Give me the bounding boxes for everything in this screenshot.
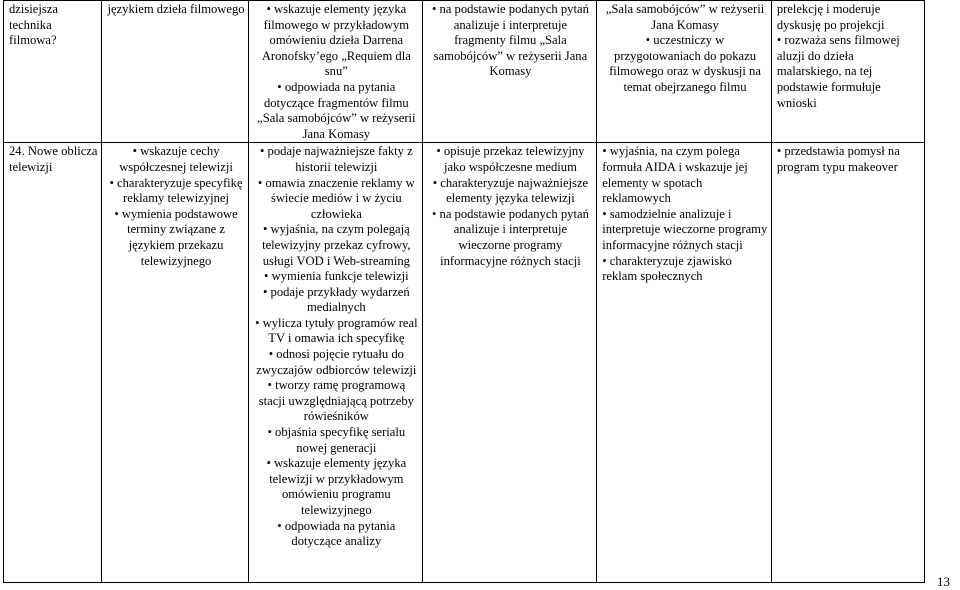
- requirement-item: • charakteryzuje zjawisko reklam społecznych: [602, 253, 732, 284]
- requirement-item: • wymienia funkcje telewizji: [264, 269, 409, 284]
- requirement-item: • podaje najważniejsze fakty z historii telewizji: [260, 144, 413, 174]
- requirement-item: • wylicza tytuły programów real TV i omawia ich specyfikę: [255, 315, 418, 346]
- page-number: 13: [937, 574, 950, 589]
- requirement-cell: [249, 1, 423, 143]
- requirement-cell: [102, 143, 249, 583]
- requirement-item: • uczestniczy w przygotowaniach do pokazu filmowego oraz w dyskusji na temat obejrzanego filmu: [609, 33, 761, 94]
- requirement-item: • charakteryzuje specyfikę reklamy telewizyjnej: [109, 175, 243, 206]
- requirement-item: prelekcję i moderuje dyskusję po projekcji: [776, 2, 885, 32]
- topic-line: telewizji: [9, 159, 53, 174]
- requirement-item: • wymienia podstawowe terminy związane z językiem przekazu telewizyjnego: [114, 206, 238, 268]
- requirement-item: • przedstawia pomysł na program typu makeover: [776, 144, 900, 174]
- requirement-item: • rozważa sens filmowej aluzji do dzieła malarskiego, na tej podstawie formułuje wnioski: [776, 33, 900, 110]
- requirement-item: • odnosi pojęcie rytuału do zwyczajów odbiorców telewizji: [256, 347, 417, 377]
- requirement-item: językiem dzieła filmowego: [107, 2, 245, 16]
- requirement-cell: [249, 143, 423, 583]
- syllabus-table: [3, 0, 925, 583]
- requirement-item: • tworzy ramę programową stacji uwzględniającą potrzeby rówieśników: [258, 378, 414, 424]
- requirement-item: • podaje przykłady wydarzeń medialnych: [262, 284, 410, 315]
- requirement-item: • wskazuje elementy języka telewizji w przykładowym omówieniu programu telewizyjnego: [266, 456, 407, 517]
- requirement-item: • samodzielnie analizuje i interpretuje wieczorne programy informacyjne różnych stacji: [602, 206, 768, 252]
- requirement-item: • na podstawie podanych pytań analizuje i interpretuje wieczorne programy informacyjne różnych stacji: [431, 206, 589, 268]
- requirement-item: • objaśnia specyfikę serialu nowej generacji: [267, 425, 406, 455]
- requirement-item: • odpowiada na pytania dotyczące fragmentów filmu „Sala samobójców” w reżyserii Jana Komasy: [257, 79, 416, 141]
- requirement-item: • wyjaśnia, na czym polega formuła AIDA i wskazuje jej elementy w spotach reklamowych: [602, 144, 748, 206]
- requirement-item: • opisuje przekaz telewizyjny jako współczesne medium: [436, 144, 585, 174]
- requirement-cell: [597, 143, 772, 583]
- requirement-item: • charakteryzuje najważniejsze elementy języka telewizji: [432, 175, 589, 206]
- requirement-item: • wskazuje elementy języka filmowego w przykładowym omówieniu dzieła Darrena Aronofsky’ego „Requiem dla snu”: [261, 2, 411, 79]
- requirement-cell: [771, 143, 924, 583]
- requirement-item: • odpowiada na pytania dotyczące analizy: [277, 518, 396, 549]
- lesson-topic-cell: [4, 1, 102, 143]
- requirement-cell: [422, 1, 597, 143]
- table-row: [4, 1, 925, 143]
- requirement-cell: [771, 1, 924, 143]
- topic-line: technika filmowa?: [9, 17, 57, 48]
- requirement-item: „Sala samobójców” w reżyserii Jana Komasy: [605, 2, 765, 32]
- requirement-cell: [597, 1, 772, 143]
- requirement-item: • omawia znaczenie reklamy w świecie mediów i w życiu człowieka: [257, 175, 415, 221]
- lesson-topic-cell: [4, 143, 102, 583]
- topic-line: 24. Nowe oblicza: [9, 144, 98, 159]
- requirement-cell: [422, 143, 597, 583]
- requirement-item: • wyjaśnia, na czym polegają telewizyjny przekaz cyfrowy, usługi VOD i Web-streaming: [262, 222, 411, 268]
- requirement-item: • na podstawie podanych pytań analizuje i interpretuje fragmenty filmu „Sala samobójców” w reżyserii Jana Komasy: [431, 2, 589, 79]
- requirement-cell: [102, 1, 249, 143]
- requirement-item: • wskazuje cechy współczesnej telewizji: [119, 144, 233, 174]
- table-row: [4, 143, 925, 583]
- topic-line: dzisiejsza: [9, 2, 58, 16]
